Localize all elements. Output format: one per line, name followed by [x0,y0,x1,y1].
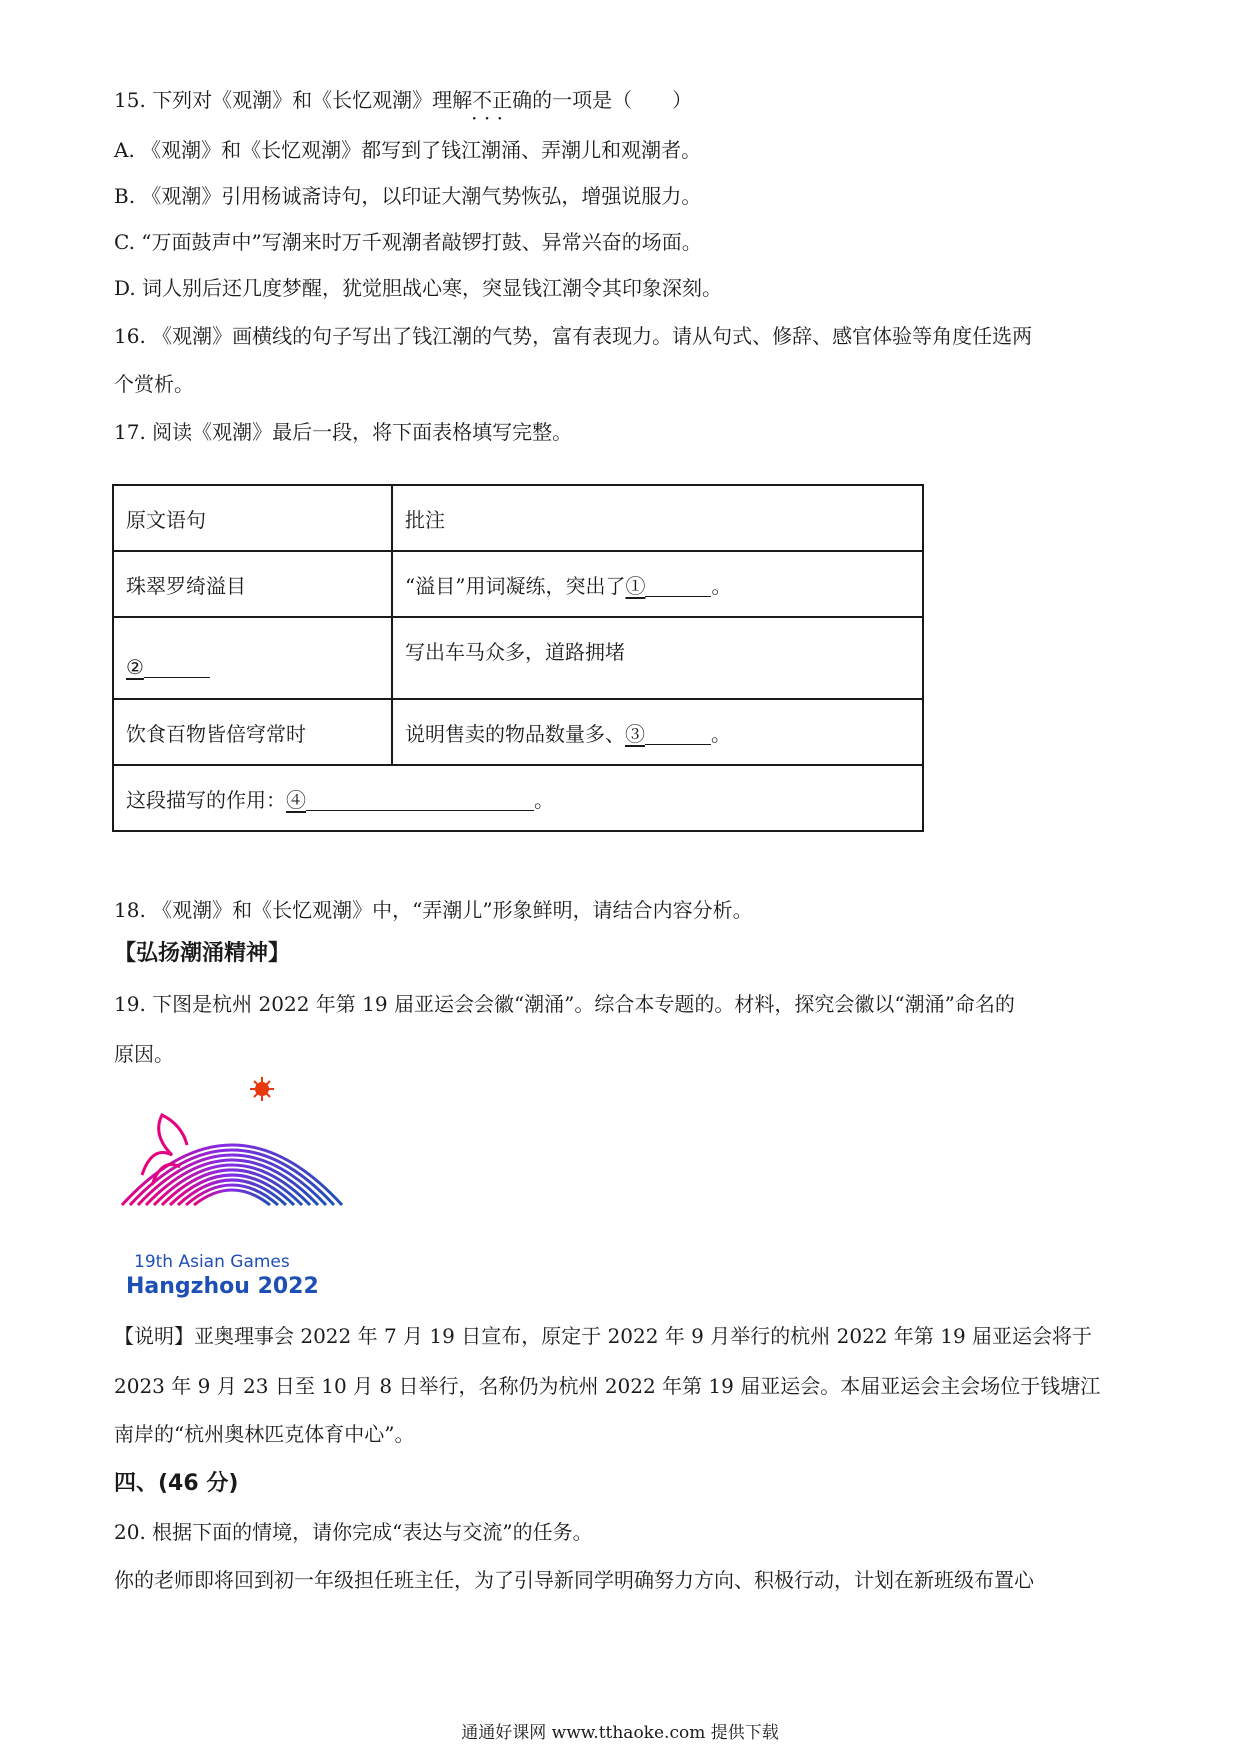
blank-3-line[interactable] [645,724,711,745]
blank-1-line[interactable] [645,576,711,597]
note-line2: 2023 年 9 月 23 日至 10 月 8 日举行，名称仍为杭州 2022 年第 19 届亚运会。本届亚运会主会场位于钱塘江 [114,1374,1101,1398]
table-cell-sentence: 饮食百物皆倍穹常时 [113,699,392,765]
asian-games-emblem [112,1075,352,1300]
table-row [113,551,923,617]
q15-option-d: D. 词人别后还几度梦醒，犹觉胆战心寒，突显钱江潮令其印象深刻。 [114,276,723,300]
table-header-cell: 原文语句 [113,485,392,551]
table-header-row [113,485,923,551]
footer-text: 。 [534,787,554,812]
table-cell-note: 写出车马众多，道路拥堵 [392,617,923,699]
note-text: 。 [711,721,731,746]
q15-option-b: B. 《观潮》引用杨诚斋诗句，以印证大潮气势恢弘，增强说服力。 [114,184,702,208]
q16-line2: 个赏析。 [114,372,194,396]
table-footer-row [113,765,923,831]
q19-line1: 19. 下图是杭州 2022 年第 19 届亚运会会徽“潮涌”。综合本专题的。材料，探究会徽以“潮涌”命名的 [114,992,1015,1016]
table-cell-sentence [113,617,392,699]
note-line3: 南岸的“杭州奥林匹克体育中心”。 [114,1422,415,1446]
table-row [113,699,923,765]
q18-stem: 18. 《观潮》和《长忆观潮》中，“弄潮儿”形象鲜明，请结合内容分析。 [114,898,753,922]
section-heading-spirit: 【弘扬潮涌精神】 [114,941,291,966]
q15-stem-pre: 15. 下列对《观潮》和《长忆观潮》理解 [114,88,473,112]
table-footer-cell [113,765,923,831]
table-cell-note [392,551,923,617]
blank-2-marker: ② [126,655,144,679]
table-header-cell: 批注 [392,485,923,551]
q15-option-c: C. “万面鼓声中”写潮来时万千观潮者敲锣打鼓、异常兴奋的场面。 [114,230,702,254]
table-cell-sentence: 珠翠罗绮溢目 [113,551,392,617]
q15-stem-emphasis: 不正确 · · · [472,86,532,114]
note-text: 。 [711,573,732,598]
footer-text: 这段描写的作用： [126,787,286,812]
note-text: 说明售卖的物品数量多、 [405,721,625,746]
q16-line1: 16. 《观潮》画横线的句子写出了钱江潮的气势，富有表现力。请从句式、修辞、感官体验等角度任选两 [114,324,1033,348]
q17-stem: 17. 阅读《观潮》最后一段，将下面表格填写完整。 [114,420,573,444]
q15-option-a: A. 《观潮》和《长忆观潮》都写到了钱江潮涌、弄潮儿和观潮者。 [114,138,702,162]
q15-stem-post: 的一项是（ ） [532,88,693,112]
logo-text-line2: Hangzhou 2022 [126,1274,319,1299]
blank-4-marker: ④ [286,787,306,812]
sun-icon [250,1077,274,1101]
section-heading-4: 四、(46 分) [114,1471,239,1496]
blank-4-line[interactable] [306,790,534,811]
blank-2-line[interactable] [144,657,210,678]
logo-text-line1: 19th Asian Games [134,1252,290,1272]
q15-stem [114,86,692,114]
note-text: “溢目”用词凝练，突出了 [405,573,626,598]
blank-3-marker: ③ [625,721,645,746]
q19-line2: 原因。 [114,1042,174,1066]
table-cell-note [392,699,923,765]
q20-line2: 你的老师即将回到初一年级担任班主任，为了引导新同学明确努力方向、积极行动，计划在新班级布置心 [114,1568,1034,1592]
page-footer: 通通好课网 www.tthaoke.com 提供下载 [461,1723,779,1743]
blank-1-marker: ① [625,573,646,598]
annotation-table [112,484,924,832]
note-line1: 【说明】亚奥理事会 2022 年 7 月 19 日宣布，原定于 2022 年 9 月举行的杭州 2022 年第 19 届亚运会将于 [114,1324,1093,1348]
q20-line1: 20. 根据下面的情境，请你完成“表达与交流”的任务。 [114,1520,593,1544]
table-row [113,617,923,699]
asian-games-logo [112,1075,352,1300]
